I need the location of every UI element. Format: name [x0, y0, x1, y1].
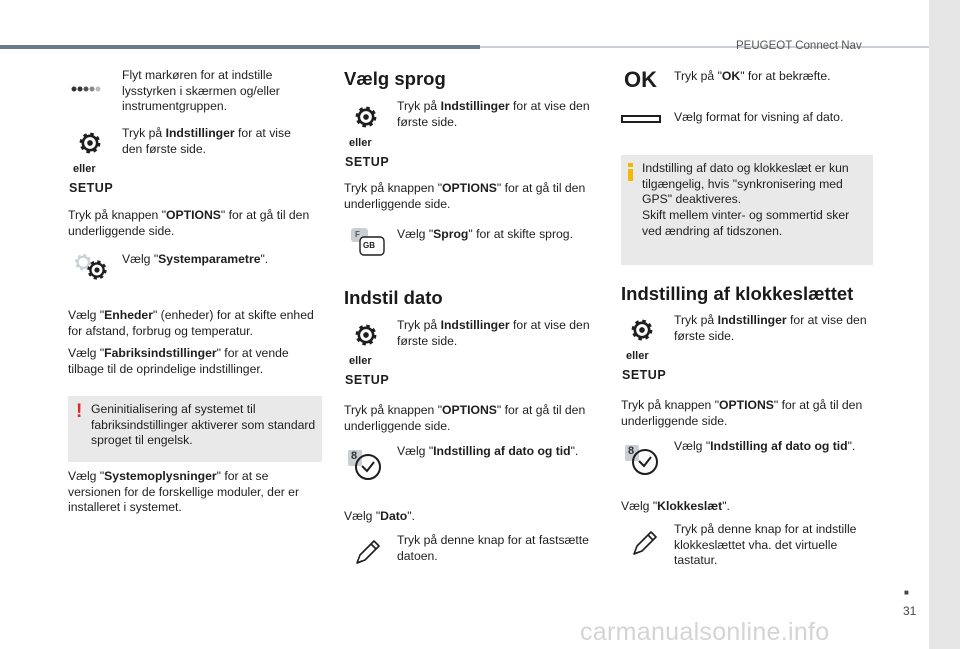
options-instruction: Tryk på knappen "OPTIONS" for at gå til den underliggende side. [68, 208, 310, 238]
brightness-dots-icon [71, 82, 101, 96]
setup-label: SETUP [345, 373, 390, 387]
pencil-icon [352, 536, 384, 571]
info-text-2: Skift mellem vinter- og sommertid sker ved ændring af tidszonen. [642, 208, 850, 238]
gear-icon [353, 104, 379, 133]
system-settings-icon [73, 252, 113, 287]
warning-text: Geninitialisering af systemet til fabriksindstillinger aktiverer som standard sproget til engelsk. [91, 402, 316, 447]
gear-instruction: Tryk på Indstillinger for at vise den første side. [397, 99, 590, 129]
eller-label: eller [349, 355, 372, 367]
ok-button-label: OK [624, 67, 657, 92]
gear-instruction: Tryk på Indstillinger for at vise den første side. [674, 313, 867, 343]
warning-icon: ! [76, 401, 83, 422]
eller-label: eller [626, 350, 649, 362]
units-instruction: Vælg "Enheder" (enheder) for at skifte enhed for afstand, forbrug og temperatur. [68, 308, 314, 338]
gear-instruction: Tryk på Indstillinger for at vise den første side. [122, 126, 291, 156]
heading-choose-language: Vælg sprog [344, 68, 446, 89]
ok-instruction: Tryk på "OK" for at bekræfte. [674, 69, 831, 83]
options-instruction: Tryk på knappen "OPTIONS" for at gå til den underliggende side. [344, 181, 586, 211]
setup-label: SETUP [345, 155, 390, 169]
date-instruction: Vælg "Dato". [344, 509, 415, 523]
page-number: 31 [903, 604, 917, 618]
sysinfo-instruction: Vælg "Systemoplysninger" for at se versionen for de forskellige moduler, der er installeret i systemet. [68, 469, 300, 514]
pencil-instruction: Tryk på denne knap for at fastsætte datoen. [397, 533, 589, 563]
format-selector-icon [621, 115, 661, 123]
header-brand: PEUGEOT Connect Nav [736, 40, 862, 52]
options-instruction: Tryk på knappen "OPTIONS" for at gå til den underliggende side. [621, 398, 863, 428]
info-text-1: Indstilling af dato og klokkeslæt er kun tilgængelig, hvis "synkronisering med GPS" deaktiveres. [642, 161, 849, 206]
system-params-instruction: Vælg "Systemparametre". [122, 252, 269, 266]
pencil-icon [629, 527, 661, 562]
options-instruction: Tryk på knappen "OPTIONS" for at gå til den underliggende side. [344, 403, 586, 433]
gear-icon [77, 130, 103, 159]
eller-label: eller [73, 163, 96, 175]
datetime-instruction: Vælg "Indstilling af dato og tid". [397, 444, 579, 458]
heading-set-time: Indstilling af klokkeslættet [621, 283, 854, 304]
eller-label: eller [349, 137, 372, 149]
gear-icon [629, 317, 655, 346]
pencil-instruction: Tryk på denne knap for at indstille klokkeslættet vha. det virtuelle tastatur. [674, 522, 857, 567]
factory-instruction: Vælg "Fabriksindstillinger" for at vende tilbage til de oprindelige indstillinger. [68, 346, 289, 376]
info-icon [628, 163, 633, 181]
time-instruction: Vælg "Klokkeslæt". [621, 499, 730, 513]
gear-instruction: Tryk på Indstillinger for at vise den første side. [397, 318, 590, 348]
datetime-instruction: Vælg "Indstilling af dato og tid". [674, 439, 856, 453]
gear-icon [353, 322, 379, 351]
page-sidebar [929, 0, 960, 649]
clock-digit: 8 [628, 445, 635, 457]
flag-gb-label: GB [363, 241, 375, 250]
continue-marker: ■ [904, 588, 909, 597]
language-instruction: Vælg "Sprog" for at skifte sprog. [397, 227, 573, 241]
format-instruction: Vælg format for visning af dato. [674, 110, 844, 124]
clock-digit: 8 [351, 450, 358, 462]
flag-f-label: F [355, 230, 360, 239]
watermark: carmanualsonline.info [580, 618, 830, 646]
heading-set-date: Indstil dato [344, 287, 443, 308]
header-bar-dark [0, 45, 480, 49]
brightness-text: Flyt markøren for at indstille lysstyrken i skærmen og/eller instrumentgruppen. [122, 68, 280, 113]
setup-label: SETUP [622, 368, 667, 382]
setup-label: SETUP [69, 181, 114, 195]
